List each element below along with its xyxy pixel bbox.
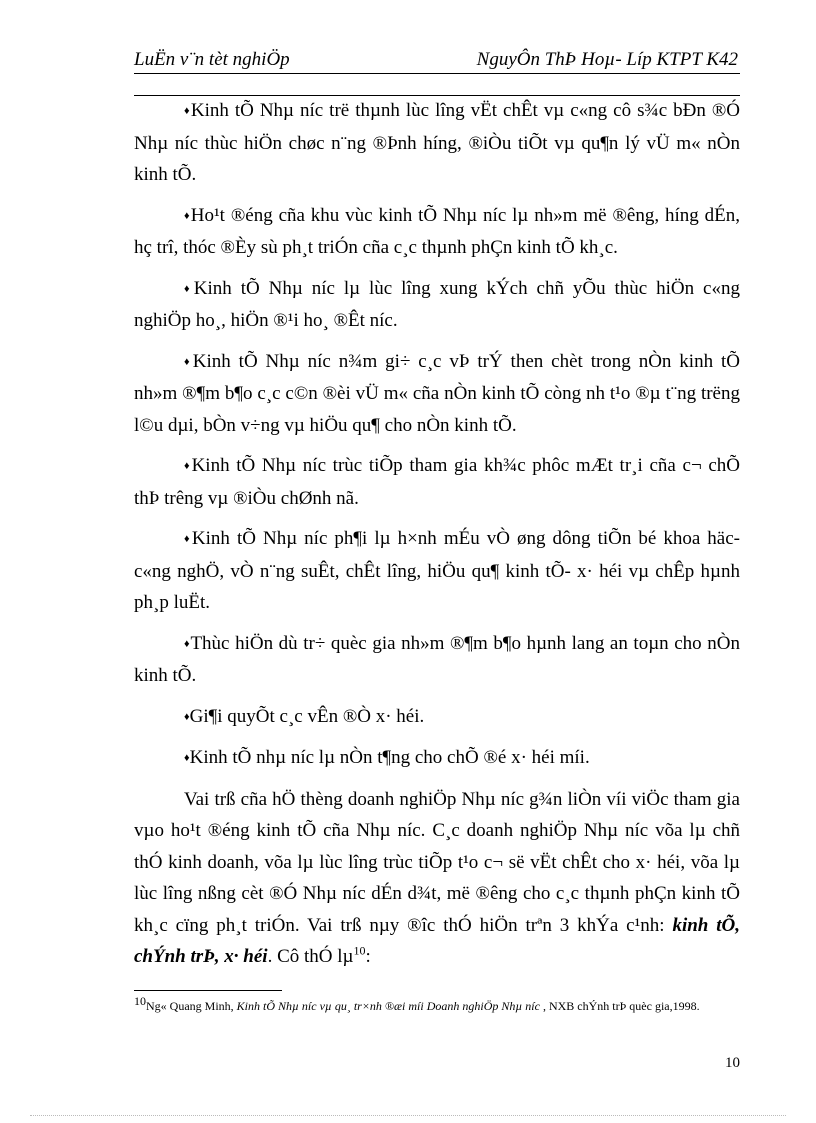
page-body [134,95,740,982]
bullet-paragraph: ♦ Kinh tÕ Nhµ níc trë thµnh lùc lîng vËt chÊt vµ c«ng cô s¾c bÐn ®Ó Nhµ níc thùc hiÖn chøc n¨ng ®Þnh híng, ®iÒu tiÕt vµ qu¶n lý vÜ m« nÒn kinh tÕ. [134,95,740,191]
closing-tail: . Cô thÓ lµ [267,946,354,967]
header-rule [134,73,740,74]
closing-paragraph [134,784,740,973]
bullet-paragraph: ♦ Thùc hiÖn dù tr÷ quèc gia nh»m ®¶m b¶o hµnh lang an toµn cho nÒn kinh tÕ. [134,628,740,692]
header-author: NguyÔn ThÞ Hoµ- Líp KTPT K42 [476,49,738,70]
closing-text: Vai trß cña hÖ thèng doanh nghiÖp Nhµ níc g¾n liÒn víi viÖc tham gia vµo ho¹t ®éng kinh tÕ cña Nhµ níc. C¸c doanh nghiÖp Nhµ níc võa lµ chñ thÓ kinh doanh, võa lµ lùc lîng trùc tiÕp t¹o c¬ së vËt chÊt cho x· héi, võa lµ lùc lîng nßng cèt ®Ó Nhµ níc dÉn d¾t, më ®êng cho c¸c thµnh phÇn kinh tÕ kh¸c cïng ph¸t triÓn. Vai trß nµy ®îc thÓ hiÖn trªn 3 khÝa c¹nh: [134,788,740,936]
bullet-paragraph: ♦ Ho¹t ®éng cña khu vùc kinh tÕ Nhµ níc lµ nh»m më ®êng, híng dÉn, hç trî, thóc ®Èy sù ph¸t triÓn cña c¸c thµnh phÇn kinh tÕ kh¸c. [134,200,740,264]
bullet-paragraph: ♦ Kinh tÕ Nhµ níc n¾m gi÷ c¸c vÞ trÝ then chèt trong nÒn kinh tÕ nh»m ®¶m b¶o c¸c c©n ®èi vÜ m« cña nÒn kinh tÕ còng nh t¹o ®µ t¨ng trëng l©u dµi, bÒn v÷ng vµ hiÖu qu¶ cho nÒn kinh tÕ. [134,346,740,442]
footnote-title: Kinh tÕ Nhµ níc vµ qu¸ tr×nh ®æi míi Doanh nghiÖp Nhµ níc [236,999,540,1013]
running-header [134,46,740,74]
footnote-reference[interactable]: 10 [353,943,366,958]
footnote-author: Ng« Quang Minh, [146,999,237,1013]
footnote [134,994,740,1015]
bullet-paragraph: ♦ Kinh tÕ nhµ níc lµ nÒn t¶ng cho chÕ ®é x· héi míi. [134,742,740,775]
closing-emphasis: kinh tÕ, chÝnh trÞ, x· héi [134,914,741,967]
page-number: 10 [725,1055,740,1071]
footnote-number: 10 [134,994,146,1008]
bullet-paragraph: ♦ Kinh tÕ Nhµ níc ph¶i lµ h×nh mÉu vÒ øng dông tiÕn bé khoa häc- c«ng nghÖ, vÒ n¨ng suÊt, chÊt lîng, hiÖu qu¶ kinh tÕ- x· héi vµ chÊp hµnh ph¸p luËt. [134,523,740,619]
closing-end: : [365,946,371,967]
bullet-paragraph: ♦ Gi¶i quyÕt c¸c vÊn ®Ò x· héi. [134,701,740,734]
footnote-separator [134,990,282,991]
page-boundary [30,1115,786,1116]
bullet-paragraph: ♦ Kinh tÕ Nhµ níc trùc tiÕp tham gia kh¾c phôc mÆt tr¸i cña c¬ chÕ thÞ trêng vµ ®iÒu chØnh nã. [134,450,740,514]
bullet-paragraph: ♦ Kinh tÕ Nhµ níc lµ lùc lîng xung kÝch chñ yÕu thùc hiÖn c«ng nghiÖp ho¸, hiÖn ®¹i ho¸ ®Êt níc. [134,273,740,337]
footnote-publisher: , NXB chÝnh trÞ quèc gia,1998. [539,999,700,1013]
header-thesis-title: LuËn v¨n tèt nghiÖp [134,49,290,70]
